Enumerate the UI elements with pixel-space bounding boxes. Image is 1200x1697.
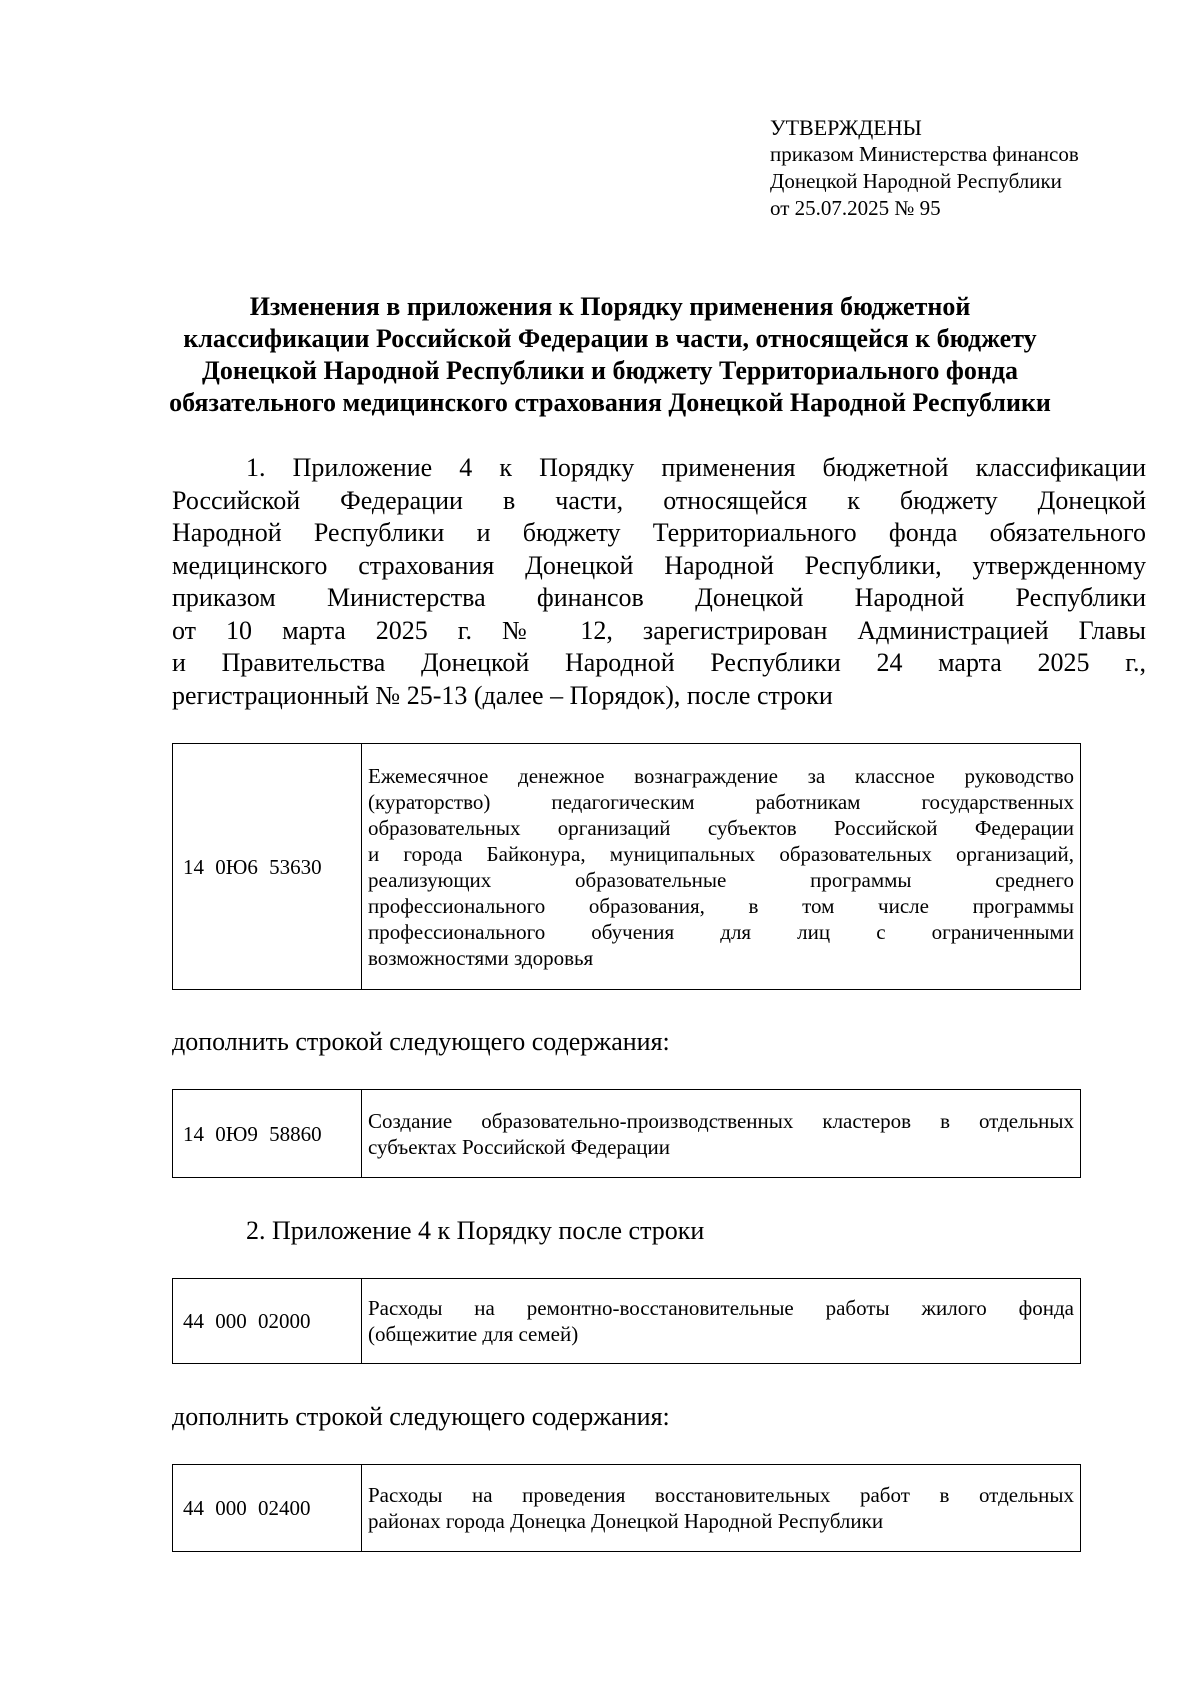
description-line: районах города Донецка Донецкой Народной Республики	[368, 1509, 884, 1533]
description-line: (кураторство) педагогическим работникам государственных	[368, 789, 1074, 814]
title-line: Донецкой Народной Республики и бюджету Территориального фонда	[202, 356, 1018, 385]
approval-date: от 25.07.2025 № 95	[770, 196, 941, 220]
code-description-cell	[362, 1090, 1081, 1178]
budget-code-cell: 14 0Ю9 58860	[173, 1090, 362, 1178]
code-description-cell	[362, 1465, 1081, 1552]
section-1-paragraph	[172, 452, 1146, 712]
code-table-existing-2	[172, 1278, 1081, 1364]
approval-block	[770, 114, 1079, 222]
code-table-new-2	[172, 1464, 1081, 1552]
code-description-cell	[362, 1279, 1081, 1364]
table-row	[173, 1279, 1081, 1364]
description-line: реализующих образовательные программы среднего	[368, 867, 1074, 892]
description-line: субъектах Российской Федерации	[368, 1134, 670, 1159]
title-line: Изменения в приложения к Порядку применения бюджетной	[249, 292, 971, 321]
description-line: образовательных организаций субъектов Российской Федерации	[368, 815, 1074, 840]
paragraph-line: приказом Министерства финансов Донецкой Народной Республики	[172, 583, 1146, 612]
table-row	[173, 744, 1081, 990]
budget-code-cell: 44 000 02000	[173, 1279, 362, 1364]
budget-code-cell: 44 000 02400	[173, 1465, 362, 1552]
section-2-heading: 2. Приложение 4 к Порядку после строки	[246, 1216, 705, 1245]
code-table-new-1	[172, 1089, 1081, 1178]
description-line: Создание образовательно-производственных кластеров в отдельных	[368, 1108, 1074, 1133]
description-line: Расходы на ремонтно-восстановительные работы жилого фонда	[368, 1296, 1074, 1320]
code-table-existing-1	[172, 743, 1081, 990]
paragraph-line: 1. Приложение 4 к Порядку применения бюджетной классификации	[246, 453, 1146, 482]
description-line: Ежемесячное денежное вознаграждение за классное руководство	[368, 763, 1074, 788]
approval-line: приказом Министерства финансов	[770, 142, 1079, 166]
description-line: профессионального обучения для лиц с ограниченными	[368, 919, 1074, 944]
description-line: (общежитие для семей)	[368, 1322, 579, 1346]
paragraph-line: Народной Республики и бюджету Территориального фонда обязательного	[172, 518, 1146, 547]
paragraph-line: от 10 марта 2025 г. № 12, зарегистрирован Администрацией Главы	[172, 615, 1146, 645]
description-line: профессионального образования, в том числе программы	[368, 893, 1074, 918]
paragraph-line: регистрационный № 25-13 (далее – Порядок), после строки	[172, 680, 833, 710]
paragraph-line: и Правительства Донецкой Народной Республики 24 марта 2025 г.,	[172, 648, 1146, 677]
budget-code-cell: 14 0Ю6 53630	[173, 744, 362, 990]
approval-line: Донецкой Народной Республики	[770, 169, 1062, 193]
description-line: возможностями здоровья	[368, 945, 594, 970]
supplement-instruction: дополнить строкой следующего содержания:	[172, 1027, 670, 1056]
description-line: Расходы на проведения восстановительных работ в отдельных	[368, 1483, 1074, 1507]
table-row	[173, 1090, 1081, 1178]
title-line: обязательного медицинского страхования Донецкой Народной Республики	[169, 388, 1051, 417]
document-title	[160, 291, 1060, 419]
supplement-instruction: дополнить строкой следующего содержания:	[172, 1402, 670, 1431]
description-line: и города Байконура, муниципальных образовательных организаций,	[368, 841, 1074, 866]
paragraph-line: медицинского страхования Донецкой Народной Республики, утвержденному	[172, 550, 1146, 580]
paragraph-line: Российской Федерации в части, относящейся к бюджету Донецкой	[172, 485, 1146, 515]
title-line: классификации Российской Федерации в части, относящейся к бюджету	[183, 324, 1037, 353]
table-row	[173, 1465, 1081, 1552]
code-description-cell	[362, 744, 1081, 990]
approval-heading: УТВЕРЖДЕНЫ	[770, 115, 922, 140]
